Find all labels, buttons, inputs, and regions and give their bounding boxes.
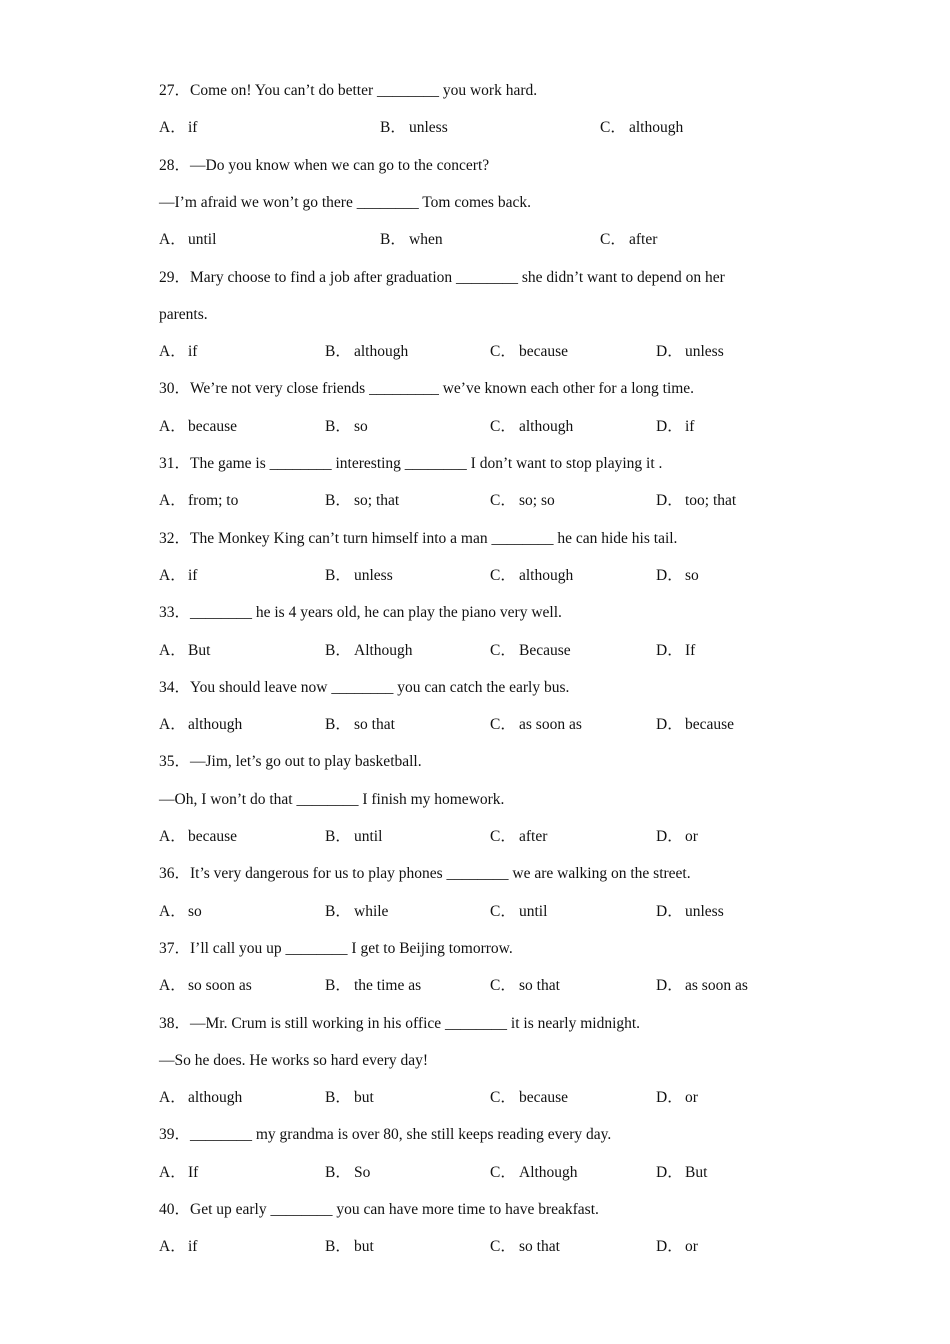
option-letter: D． [656, 641, 683, 659]
option-letter: C． [490, 977, 516, 995]
question-37-text: 37．I’ll call you up ________ I get to Beijing tomorrow. [159, 939, 513, 957]
option-b[interactable] [325, 900, 388, 924]
option-letter: A． [159, 977, 186, 995]
option-c[interactable] [490, 1086, 568, 1110]
option-b[interactable] [325, 1086, 374, 1110]
option-text: so; so [519, 492, 555, 510]
option-c[interactable] [490, 713, 582, 737]
option-letter: B． [325, 417, 351, 435]
question-28-text: 28．—Do you know when we can go to the concert? [159, 156, 490, 174]
option-text: Because [519, 641, 571, 659]
option-text: But [188, 641, 211, 659]
option-letter: A． [159, 641, 186, 659]
option-text: if [188, 343, 198, 361]
option-a[interactable] [159, 228, 216, 252]
option-letter: A． [159, 1238, 186, 1256]
option-b[interactable] [325, 974, 421, 998]
question-33-text: 33．________ he is 4 years old, he can play the piano very well. [159, 604, 562, 622]
option-text: unless [685, 902, 724, 920]
option-letter: B． [325, 492, 351, 510]
option-b[interactable] [325, 340, 408, 364]
option-letter: B． [325, 343, 351, 361]
option-text: although [519, 417, 574, 435]
option-letter: A． [159, 716, 186, 734]
option-c[interactable] [490, 340, 568, 364]
option-letter: D． [656, 902, 683, 920]
option-b[interactable] [380, 228, 443, 252]
option-letter: D． [656, 417, 683, 435]
question-38-text: —So he does. He works so hard every day! [159, 1051, 429, 1069]
option-letter: B． [380, 119, 406, 137]
option-text: because [188, 828, 238, 845]
option-text: unless [354, 566, 393, 584]
option-text: so that [354, 716, 395, 734]
option-c[interactable] [490, 415, 573, 439]
question-29-text: parents. [159, 305, 208, 323]
option-a[interactable] [159, 713, 242, 737]
option-letter: B． [325, 1089, 351, 1107]
option-letter: B． [325, 828, 351, 845]
option-text: or [685, 1238, 698, 1256]
option-letter: D． [656, 977, 683, 995]
question-31-options [159, 489, 830, 513]
option-b[interactable] [325, 825, 382, 849]
option-text: If [188, 1163, 199, 1181]
option-a[interactable] [159, 1086, 242, 1110]
option-d[interactable] [656, 713, 734, 737]
option-d[interactable] [656, 489, 736, 513]
option-letter: D． [656, 716, 683, 734]
question-36-text: 36．It’s very dangerous for us to play phones ________ we are walking on the street. [159, 865, 691, 883]
option-letter: A． [159, 902, 186, 920]
option-text: so that [519, 1238, 560, 1256]
question-35-text: —Oh, I won’t do that ________ I finish my homework. [159, 790, 505, 808]
option-text: if [685, 417, 695, 435]
option-letter: B． [380, 231, 406, 249]
question-40-text: 40．Get up early ________ you can have more time to have breakfast. [159, 1201, 599, 1218]
option-c[interactable] [600, 228, 657, 252]
question-38-text: 38．—Mr. Crum is still working in his office ________ it is nearly midnight. [159, 1014, 641, 1032]
option-a[interactable] [159, 1235, 197, 1259]
option-a[interactable] [159, 639, 210, 663]
option-letter: D． [656, 492, 683, 510]
option-text: but [354, 1238, 374, 1256]
option-text: so [685, 566, 699, 584]
option-text: because [519, 343, 569, 361]
option-c[interactable] [490, 489, 555, 513]
option-letter: A． [159, 1163, 186, 1181]
question-34-text: 34．You should leave now ________ you can catch the early bus. [159, 678, 570, 696]
option-text: Although [354, 641, 413, 659]
option-b[interactable] [325, 564, 393, 588]
option-d[interactable] [656, 639, 695, 663]
option-letter: C． [490, 566, 516, 584]
option-a[interactable] [159, 974, 252, 998]
option-c[interactable] [600, 116, 683, 140]
option-text: although [188, 1089, 243, 1107]
option-text: if [188, 119, 198, 137]
option-text: if [188, 566, 198, 584]
option-text: until [519, 902, 548, 920]
option-text: unless [409, 119, 448, 137]
option-b[interactable] [325, 713, 395, 737]
question-34-options [159, 713, 830, 737]
option-text: but [354, 1089, 374, 1107]
option-d[interactable] [656, 340, 724, 364]
option-c[interactable] [490, 825, 547, 849]
option-text: although [188, 716, 243, 734]
option-letter: C． [600, 119, 626, 137]
option-letter: D． [656, 1089, 683, 1107]
option-letter: A． [159, 417, 186, 435]
option-letter: A． [159, 566, 186, 584]
option-b[interactable] [325, 415, 368, 439]
option-letter: C． [490, 1089, 516, 1107]
question-27-text: 27．Come on! You can’t do better ________ you work hard. [159, 82, 538, 99]
option-letter: C． [490, 902, 516, 920]
option-text: Although [519, 1163, 578, 1181]
option-text: although [629, 119, 684, 137]
option-text: because [685, 716, 735, 734]
question-39-text: 39．________ my grandma is over 80, she still keeps reading every day. [159, 1126, 612, 1144]
option-letter: A． [159, 343, 186, 361]
question-30-options [159, 415, 830, 439]
option-text: after [519, 828, 548, 845]
option-text: But [685, 1163, 708, 1181]
option-letter: B． [325, 716, 351, 734]
option-text: because [519, 1089, 569, 1107]
option-a[interactable] [159, 825, 237, 849]
option-text: unless [685, 343, 724, 361]
option-c[interactable] [490, 564, 573, 588]
question-35-options [159, 825, 830, 849]
option-letter: C． [490, 417, 516, 435]
option-text: after [629, 231, 658, 249]
question-38-options [159, 1086, 830, 1110]
option-d[interactable] [656, 564, 699, 588]
option-letter: A． [159, 828, 186, 845]
option-text: until [354, 828, 383, 845]
option-d[interactable] [656, 1161, 707, 1185]
option-c[interactable] [490, 1235, 560, 1259]
option-text: If [685, 641, 696, 659]
question-31-text: 31．The game is ________ interesting ________ I don’t want to stop playing it . [159, 455, 663, 472]
option-text: as soon as [685, 977, 748, 995]
option-text: too; that [685, 492, 737, 510]
option-letter: B． [325, 641, 351, 659]
option-text: while [354, 902, 389, 920]
question-35-text: 35．—Jim, let’s go out to play basketball. [159, 753, 422, 771]
option-c[interactable] [490, 639, 571, 663]
option-text: until [188, 231, 217, 249]
option-c[interactable] [490, 1161, 578, 1185]
question-30-text: 30．We’re not very close friends _________ we’ve known each other for a long time. [159, 380, 695, 398]
option-text: if [188, 1238, 198, 1256]
option-b[interactable] [380, 116, 448, 140]
question-39-options [159, 1161, 830, 1185]
question-37-options [159, 974, 830, 998]
question-33-options [159, 639, 830, 663]
option-letter: C． [490, 828, 516, 845]
question-28-options [159, 228, 830, 252]
option-text: although [519, 566, 574, 584]
option-letter: A． [159, 231, 186, 249]
option-letter: C． [490, 492, 516, 510]
option-letter: C． [490, 1238, 516, 1256]
option-text: so [354, 417, 368, 435]
option-a[interactable] [159, 900, 202, 924]
option-text: so [188, 902, 202, 920]
option-d[interactable] [656, 1235, 698, 1259]
option-a[interactable] [159, 415, 237, 439]
option-letter: A． [159, 1089, 186, 1107]
option-text: so that [519, 977, 560, 995]
option-letter: C． [600, 231, 626, 249]
option-letter: A． [159, 492, 186, 510]
option-b[interactable] [325, 489, 399, 513]
option-text: or [685, 828, 698, 845]
question-29-options [159, 340, 830, 364]
option-text: so soon as [188, 977, 252, 995]
option-text: as soon as [519, 716, 582, 734]
option-d[interactable] [656, 415, 694, 439]
option-letter: C． [490, 641, 516, 659]
option-text: so; that [354, 492, 400, 510]
option-b[interactable] [325, 1235, 374, 1259]
option-text: the time as [354, 977, 422, 995]
option-a[interactable] [159, 340, 197, 364]
option-text: because [188, 417, 238, 435]
option-letter: C． [490, 716, 516, 734]
option-letter: D． [656, 1238, 683, 1256]
option-d[interactable] [656, 825, 698, 849]
option-c[interactable] [490, 974, 560, 998]
option-letter: D． [656, 828, 683, 845]
question-28-text: —I’m afraid we won’t go there ________ Tom comes back. [159, 193, 531, 211]
option-letter: B． [325, 1238, 351, 1256]
question-40-options [159, 1235, 830, 1259]
option-text: although [354, 343, 409, 361]
option-letter: B． [325, 566, 351, 584]
option-d[interactable] [656, 900, 724, 924]
option-text: from; to [188, 492, 239, 510]
option-d[interactable] [656, 1086, 698, 1110]
option-d[interactable] [656, 974, 748, 998]
option-text: when [409, 231, 443, 249]
option-letter: A． [159, 119, 186, 137]
option-text: So [354, 1163, 371, 1181]
question-29-text: 29．Mary choose to find a job after graduation ________ she didn’t want to depend on her [159, 268, 725, 286]
option-letter: D． [656, 566, 683, 584]
option-b[interactable] [325, 1161, 370, 1185]
option-text: or [685, 1089, 698, 1107]
question-27-options [159, 116, 830, 140]
option-c[interactable] [490, 900, 547, 924]
option-letter: B． [325, 1163, 351, 1181]
option-letter: D． [656, 343, 683, 361]
question-32-options [159, 564, 830, 588]
question-32-text: 32．The Monkey King can’t turn himself into a man ________ he can hide his tail. [159, 529, 678, 547]
option-a[interactable] [159, 564, 197, 588]
option-a[interactable] [159, 116, 197, 140]
option-letter: B． [325, 977, 351, 995]
option-letter: B． [325, 902, 351, 920]
option-letter: C． [490, 1163, 516, 1181]
option-letter: D． [656, 1163, 683, 1181]
option-b[interactable] [325, 639, 413, 663]
option-letter: C． [490, 343, 516, 361]
option-a[interactable] [159, 1161, 198, 1185]
question-36-options [159, 900, 830, 924]
option-a[interactable] [159, 489, 238, 513]
